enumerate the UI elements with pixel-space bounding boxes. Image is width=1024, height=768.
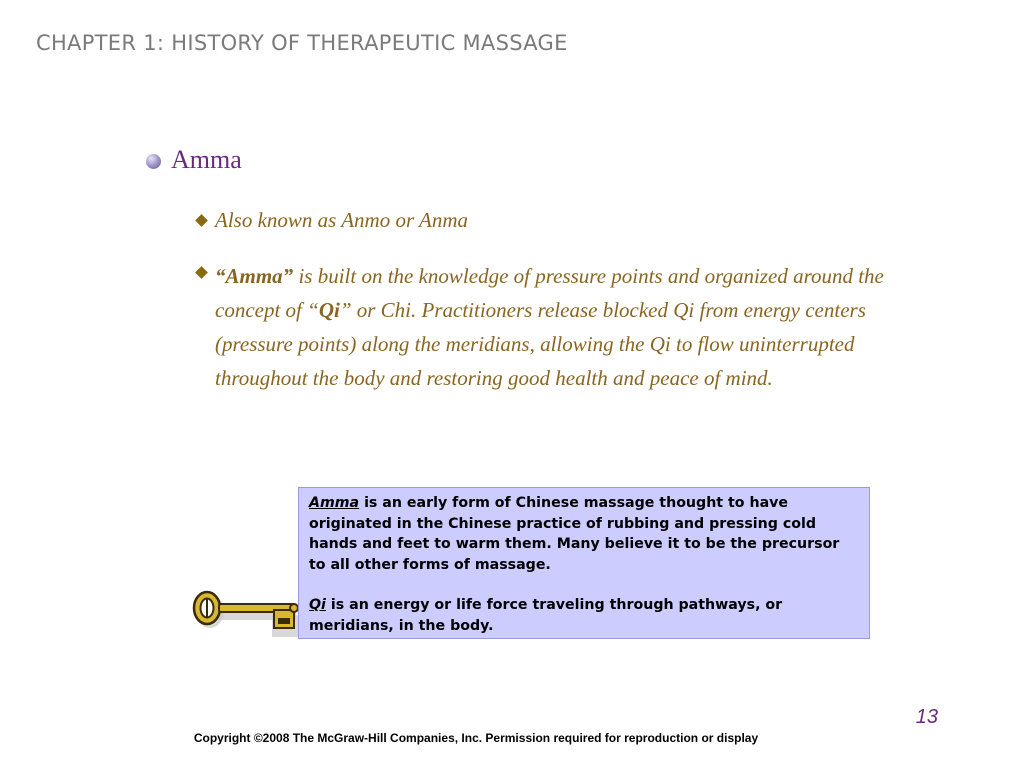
key-icon [190, 588, 302, 642]
bullet-amma-label: Amma [171, 145, 242, 174]
callout-def-qi: is an energy or life force traveling through pathways, or meridians, in the body. [309, 597, 783, 634]
callout-term-amma: Amma [309, 495, 360, 511]
amma-quoted-term: “Amma” [215, 264, 294, 288]
sub-bullet-amma-description-text [215, 259, 917, 395]
sub-bullet-amma-description [197, 259, 917, 395]
diamond-bullet-icon [195, 214, 208, 227]
bullet-amma [146, 145, 242, 175]
slide-title: CHAPTER 1: HISTORY OF THERAPEUTIC MASSAGE [36, 31, 568, 55]
description-part-1: is built on the knowledge of pressure points and organized around the concept of “ [215, 264, 884, 322]
sub-bullet-also-known [197, 207, 468, 233]
copyright-notice: Copyright ©2008 The McGraw-Hill Companies, Inc. Permission required for reproduction or display [193, 731, 759, 745]
diamond-bullet-icon [195, 266, 208, 279]
page-number: 13 [915, 706, 938, 728]
sphere-bullet-icon [146, 154, 161, 169]
definition-callout [298, 487, 870, 639]
sub-bullet-also-known-text: Also known as Anmo or Anma [215, 208, 468, 232]
callout-def-amma: is an early form of Chinese massage thought to have originated in the Chinese practice of rubbing and pressing cold hands and feet to warm them. Many believe it to be the precursor to all other forms of massage. [309, 495, 840, 573]
callout-qi-definition [309, 595, 859, 636]
callout-amma-definition [309, 493, 859, 575]
callout-term-qi: Qi [309, 597, 326, 613]
description-part-2: ” or Chi. Practitioners release blocked Qi from energy centers (pressure points) along the meridians, allowing the Qi to flow uninterrupted throughout the body and restoring good health and peace of mind. [215, 298, 866, 390]
qi-term: Qi [318, 298, 340, 322]
